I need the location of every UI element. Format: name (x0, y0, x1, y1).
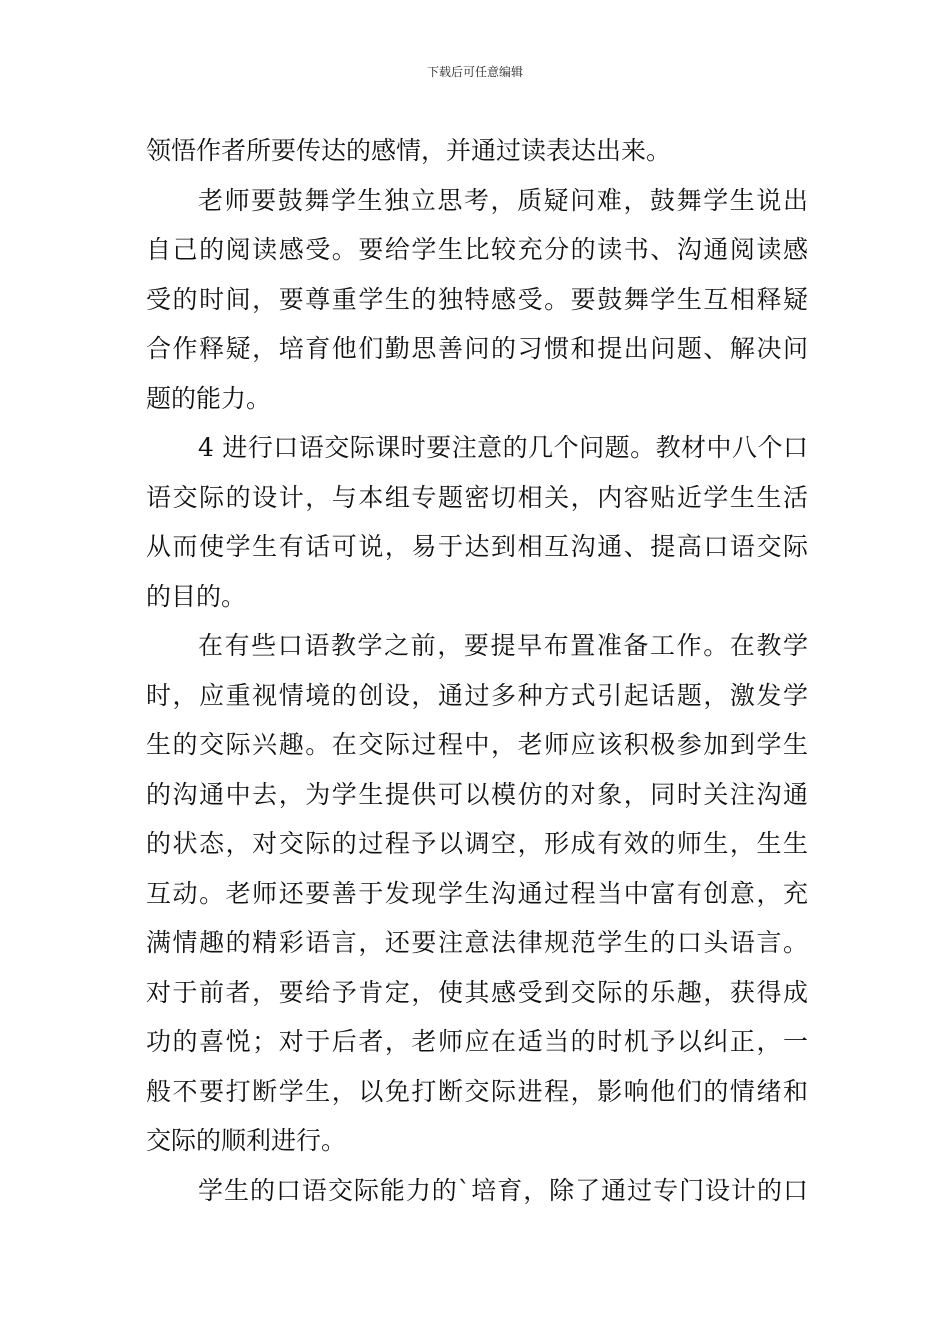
text-line: 功的喜悦；对于后者，老师应在适当的时机予以纠正，一 (146, 1027, 808, 1056)
document-body (146, 126, 808, 1215)
paragraph-first-line: 在有些口语教学之前，要提早布置准备工作。在教学 (198, 631, 808, 660)
text-line: 的目的。 (146, 581, 247, 611)
paragraph-first-line: 学生的口语交际能力的`培育，除了通过专门设计的口 (198, 1175, 808, 1205)
text-line: 自己的阅读感受。要给学生比较充分的读书、沟通阅读感 (146, 235, 808, 264)
text-line: 的状态，对交际的过程予以调空，形成有效的师生，生生 (146, 829, 808, 858)
text-line: 合作释疑，培育他们勤思善问的习惯和提出问题、解决问 (146, 334, 808, 363)
paragraph-first-line: 老师要鼓舞学生独立思考，质疑问难，鼓舞学生说出 (198, 185, 808, 215)
text-line: 语交际的设计，与本组专题密切相关，内容贴近学生生活 (146, 482, 808, 512)
text-line: 般不要打断学生，以免打断交际进程，影响他们的情绪和 (146, 1076, 808, 1106)
text-line: 满情趣的精彩语言，还要注意法律规范学生的口头语言。 (146, 928, 808, 957)
text-line: 从而使学生有话可说，易于达到相互沟通、提高口语交际 (146, 532, 808, 561)
text-line: 领悟作者所要传达的感情，并通过读表达出来。 (146, 136, 672, 165)
page-header: 下载后可任意编辑 (426, 65, 523, 79)
text-line: 的沟通中去，为学生提供可以模仿的对象，同时关注沟通 (146, 779, 808, 809)
text-line: 题的能力。 (146, 383, 272, 413)
text-line: 互动。老师还要善于发现学生沟通过程当中富有创意，充 (146, 878, 808, 908)
text-line: 时，应重视情境的创设，通过多种方式引起话题，激发学 (146, 680, 808, 710)
text-line: 生的交际兴趣。在交际过程中，老师应该积极参加到学生 (146, 730, 808, 759)
text-line: 对于前者，要给予肯定，使其感受到交际的乐趣，获得成 (146, 977, 808, 1007)
paragraph-first-line: 4 进行口语交际课时要注意的几个问题。教材中八个口 (198, 433, 808, 462)
text-line: 交际的顺利进行。 (146, 1126, 347, 1155)
text-line: 受的时间，要尊重学生的独特感受。要鼓舞学生互相释疑 (146, 284, 808, 314)
